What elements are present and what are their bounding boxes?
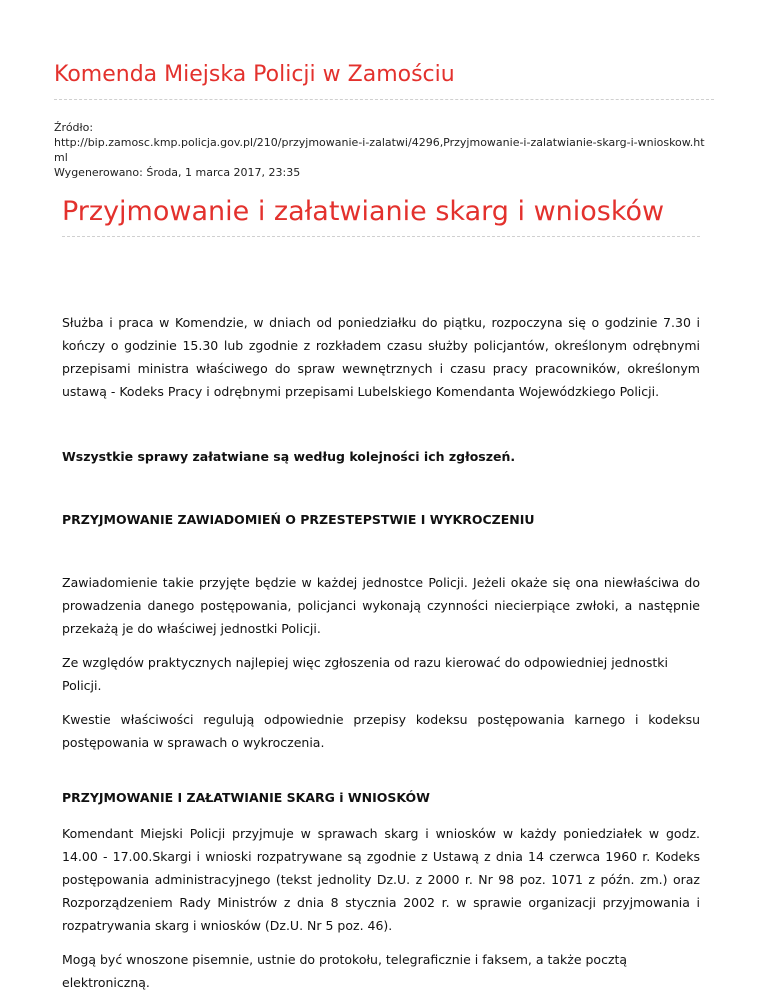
order-note: Wszystkie sprawy załatwiane są według kolejności ich zgłoszeń. — [62, 449, 516, 464]
source-meta — [54, 120, 714, 180]
article-body — [62, 311, 700, 994]
reports-paragraph-2: Ze względów praktycznych najlepiej więc zgłoszenia od razu kierować do odpowiedniej jednostki Policji. — [62, 655, 668, 693]
source-url[interactable]: http://bip.zamosc.kmp.policja.gov.pl/210/przyjmowanie-i-zalatwi/4296,Przyjmowanie-i-zalatwianie-skarg-i-wnioskow.html — [54, 136, 705, 164]
section-heading-reports: PRZYJMOWANIE ZAWIADOMIEŃ O PRZESTEPSTWIE I WYKROCZENIU — [62, 512, 535, 527]
title-divider — [62, 236, 700, 237]
reports-paragraph-1: Zawiadomienie takie przyjęte będzie w każdej jednostce Policji. Jeżeli okaże się ona niewłaściwa do prowadzenia danego postępowania, policjanci wykonają czynności niecierpiące zwłoki, a następnie przekażą je do właściwej jednostki Policji. — [62, 575, 700, 636]
reports-paragraph-3: Kwestie właściwości regulują odpowiednie przepisy kodeksu postępowania karnego i kodeksu postępowania w sprawach o wykroczenia. — [62, 712, 700, 750]
header-divider — [54, 99, 714, 100]
source-label: Źródło: — [54, 121, 94, 134]
section-heading-complaints: PRZYJMOWANIE I ZAŁATWIANIE SKARG i WNIOSKÓW — [62, 790, 430, 805]
site-title: Komenda Miejska Policji w Zamościu — [54, 62, 455, 87]
complaints-paragraph-2: Mogą być wnoszone pisemnie, ustnie do protokołu, telegraficznie i faksem, a także pocztą elektroniczną. — [62, 952, 628, 990]
complaints-paragraph-1: Komendant Miejski Policji przyjmuje w sprawach skarg i wniosków w każdy poniedziałek w godz. 14.00 - 17.00.Skargi i wnioski rozpatrywane są zgodnie z Ustawą z dnia 14 czerwca 1960 r. Kodeks postępowania administracyjnego (tekst jednolity Dz.U. z 2000 r. Nr 98 poz. 1071 z późn. zm.) oraz Rozporządzeniem Rady Ministrów z dnia 8 stycznia 2002 r. w sprawie organizacji przyjmowania i rozpatrywania skarg i wniosków (Dz.U. Nr 5 poz. 46). — [62, 826, 700, 933]
intro-paragraph: Służba i praca w Komendzie, w dniach od poniedziałku do piątku, rozpoczyna się o godzinie 7.30 i kończy o godzinie 15.30 lub zgodnie z rozkładem czasu służby policjantów, określonym odrębnymi przepisami ministra właściwego do spraw wewnętrznych i czasu pracy pracowników, określonym ustawą - Kodeks Pracy i odrębnymi przepisami Lubelskiego Komendanta Wojewódzkiego Policji. — [62, 315, 700, 399]
generated-date: Wygenerowano: Środa, 1 marca 2017, 23:35 — [54, 166, 301, 179]
page-title: Przyjmowanie i załatwianie skarg i wniosków — [62, 196, 665, 227]
